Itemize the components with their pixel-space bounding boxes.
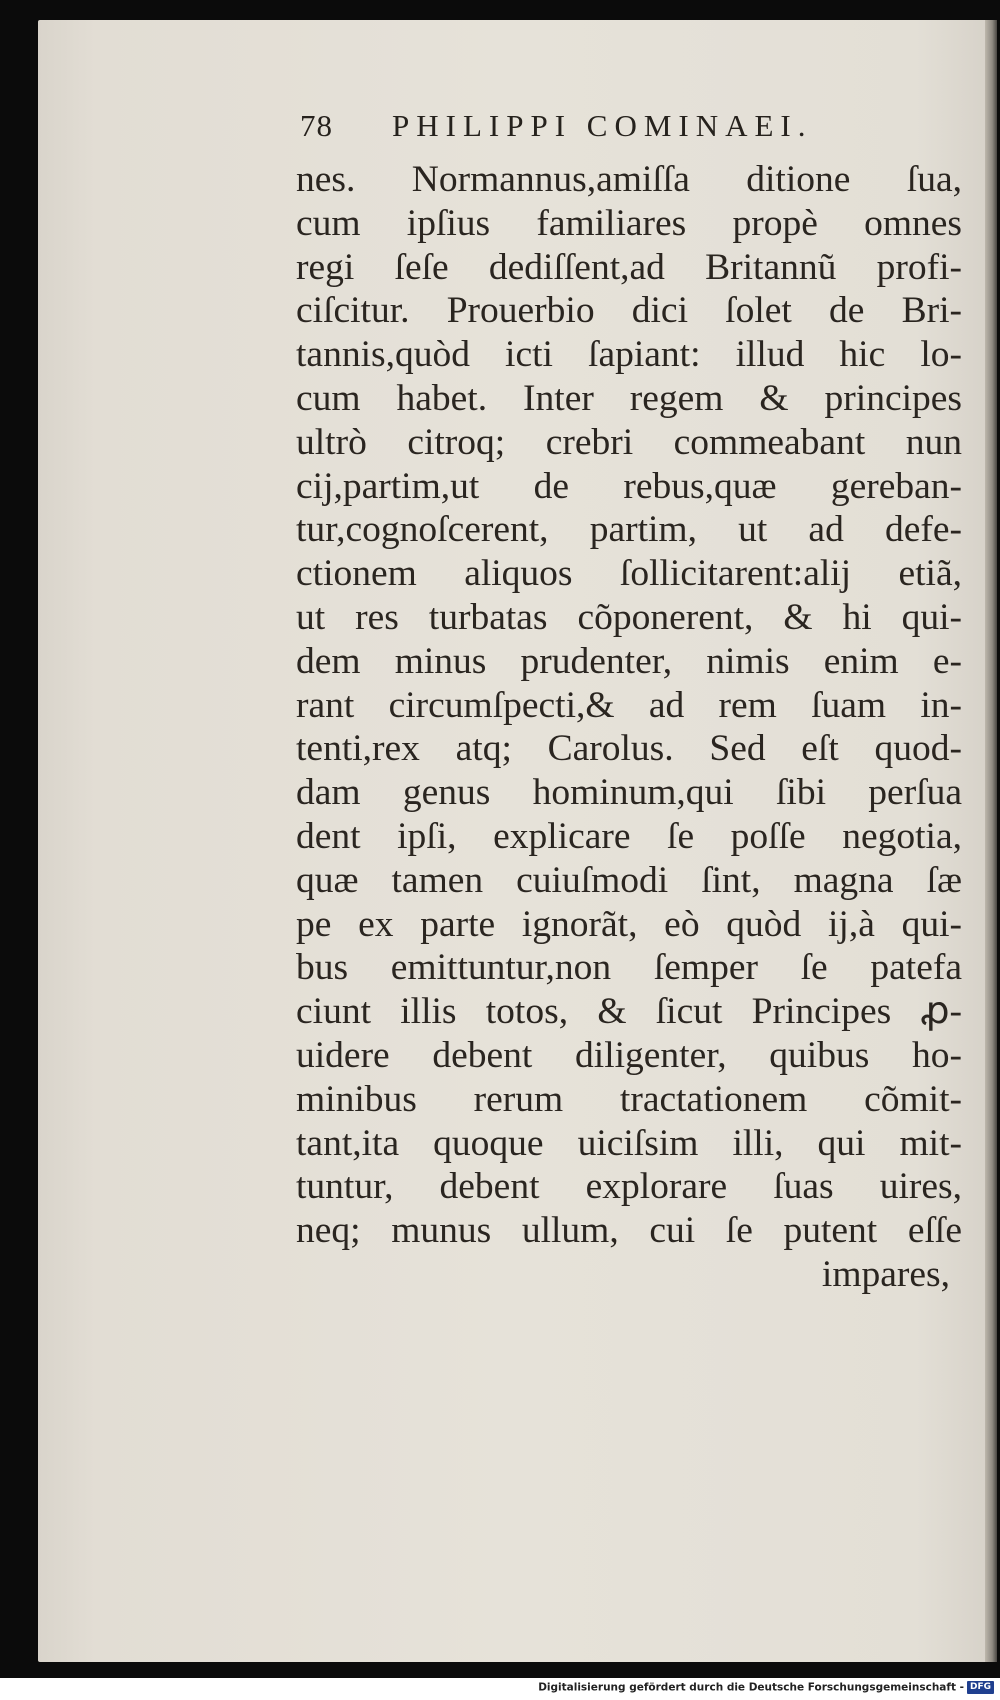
page-edge-shadow	[985, 20, 997, 1662]
catchword: impares,	[821, 1253, 950, 1295]
running-title: PHILIPPI COMINAEI.	[392, 108, 813, 143]
text-line: tur,cognoſcerent, partim, ut ad defe-	[296, 509, 962, 551]
digitization-credit	[0, 1681, 994, 1694]
text-line: tenti,rex atq; Carolus. Sed eſt quod-	[296, 728, 962, 770]
text-line: ultrò citroq; crebri commeabant nun	[296, 421, 962, 463]
text-line: cum habet. Inter regem & principes	[296, 377, 962, 419]
text-line: minibus rerum tractationem cõmit-	[296, 1078, 962, 1120]
credit-text: Digitalisierung gefördert durch die Deutsche Forschungsgemeinschaft -	[538, 1681, 964, 1694]
page-number: 78	[300, 108, 333, 143]
text-line: dent ipſi, explicare ſe poſſe negotia,	[296, 815, 962, 857]
text-line: nes. Normannus,amiſſa ditione ſua,	[296, 159, 962, 200]
text-line: ciſcitur. Prouerbio dici ſolet de Bri-	[296, 290, 962, 332]
body-text	[296, 158, 962, 1297]
text-line: regi ſeſe dediſſent,ad Britannũ profi-	[296, 246, 962, 288]
text-line: dem minus prudenter, nimis enim e-	[296, 640, 962, 682]
text-line: bus emittuntur,non ſemper ſe patefa	[296, 947, 962, 989]
text-line: tant,ita quoque uiciſsim illi, qui mit-	[296, 1122, 962, 1164]
running-head	[300, 108, 813, 144]
text-line: tuntur, debent explorare ſuas uires,	[296, 1166, 962, 1208]
text-line: uidere debent diligenter, quibus ho-	[296, 1034, 962, 1076]
text-line: dam genus hominum,qui ſibi perſua	[296, 772, 962, 814]
dfg-logo: DFG	[967, 1681, 994, 1694]
text-line: ut res turbatas cõponerent, & hi qui-	[296, 596, 962, 638]
text-line: cum ipſius familiares propè omnes	[296, 202, 962, 244]
text-line: ciunt illis totos, & ſicut Principes ꝓ-	[296, 991, 962, 1033]
text-line: pe ex parte ignorãt, eò quòd ij,à qui-	[296, 903, 962, 945]
text-line: ctionem aliquos ſollicitarent:alij etiã,	[296, 553, 962, 595]
text-line: neq; munus ullum, cui ſe putent eſſe	[296, 1210, 962, 1252]
text-line: quæ tamen cuiuſmodi ſint, magna ſæ	[296, 859, 962, 901]
text-line: cij,partim,ut de rebus,quæ gereban-	[296, 465, 962, 507]
text-line: tannis,quòd icti ſapiant: illud hic lo-	[296, 334, 962, 376]
text-line: rant circumſpecti,& ad rem ſuam in-	[296, 684, 962, 726]
